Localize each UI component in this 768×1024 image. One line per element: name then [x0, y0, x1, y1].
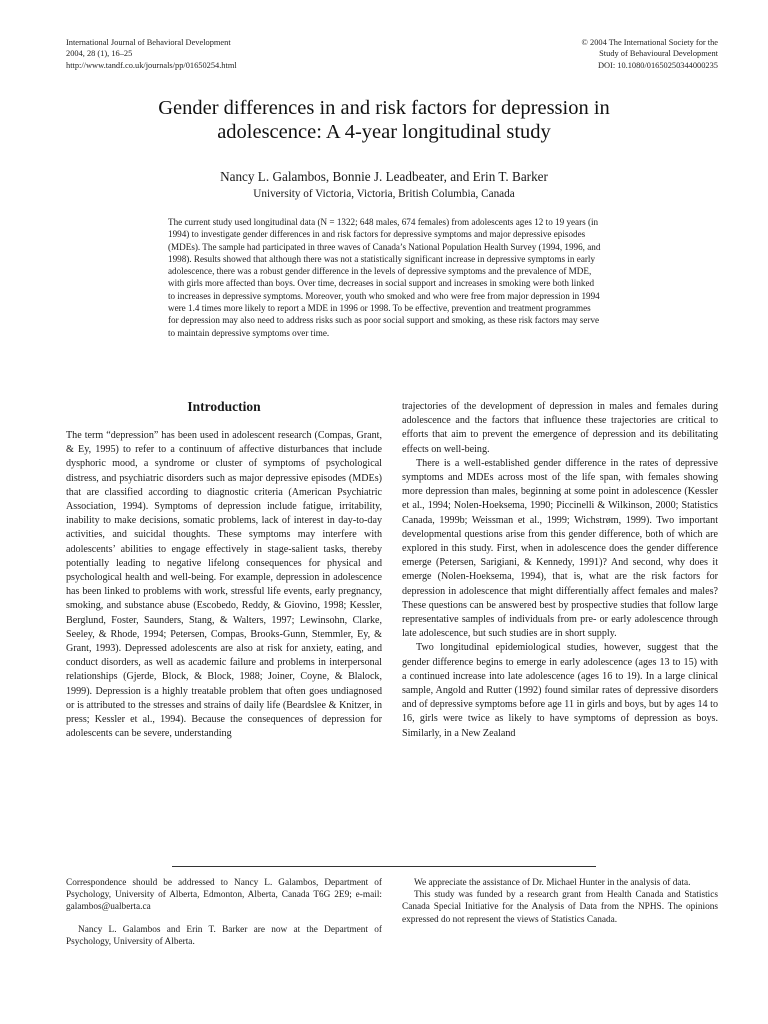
journal-name: International Journal of Behavioral Development — [66, 38, 231, 47]
author-affiliation: University of Victoria, Victoria, British Columbia, Canada — [253, 188, 515, 200]
article-title-line-1: Gender differences in and risk factors for depression in — [158, 97, 610, 119]
running-header-right — [582, 37, 718, 59]
author-list: Nancy L. Galambos, Bonnie J. Leadbeater, and Erin T. Barker — [220, 169, 548, 184]
body-paragraph: There is a well-established gender difference in the rates of depressive symptoms and MDEs across most of the life span, with females showing more depression than males, beginning at some point in adolescence (Kessler et al., 1994; Nolen-Hoeksema, 1990; Piccinelli & Wilkinson, 2000; Statistics Canada, 1999b; Weissman et al., 1999; Wichstrøm, 1999). Two important developmental questions arise from this gender difference, both of which are explored in this study. First, when in adolescence does the gender difference emerge (Petersen, Sarigiani, & Kennedy, 1991)? And second, why does it emerge (Nolen-Hoeksema, 1994), that is, what are the risk factors for depression in adolescence that might differentially affect females and males? These questions can be answered best by prospective studies that follow large representative samples of individuals from pre- or early adolescence through late adolescence, but such studies are in short supply. — [402, 457, 718, 640]
copyright-line-1: © 2004 The International Society for the — [581, 38, 718, 47]
section-heading-introduction: Introduction — [187, 399, 261, 414]
right-column — [402, 400, 718, 741]
footnotes-left — [66, 877, 382, 958]
body-paragraph: trajectories of the development of depression in males and females during adolescence and the factors that influence these trajectories are critical to efforts that aim to prevent the emergence of depression and its debilitating effects on well-being. — [402, 401, 718, 455]
running-header-left — [66, 37, 231, 59]
footnote-divider — [172, 866, 596, 867]
correspondence-note: Correspondence should be addressed to Nancy L. Galambos, Department of Psychology, University of Alberta, Edmonton, Alberta, Canada T6G 2E9; e-mail: galambos@ualberta.ca — [66, 878, 382, 913]
copyright-line-2: Study of Behavioural Development — [599, 49, 718, 58]
acknowledgement-note: We appreciate the assistance of Dr. Michael Hunter in the analysis of data. — [414, 878, 691, 888]
body-paragraph: The term “depression” has been used in adolescent research (Compas, Grant, & Ey, 1995) to refer to a continuum of affective disturbances that include dysphoric mood, a syndrome or cluster of symptoms of psychological distress, and psychiatric disorders such as major depressive episodes (MDEs) that are classified according to diagnostic criteria (American Psychiatric Association, 1994). Symptoms of depression include fatigue, irritability, inability to make decisions, somatic problems, lack of interest in day-to-day activities, and suicidal thoughts. These symptoms may interfere with adolescents’ abilities to engage effectively in stage-salient tasks, thereby potentially leading to negative lifelong consequences for physical and psychological health and well-being. For example, depression in adolescence has been linked to problems with work, stressful life events, early pregnancy, smoking, and substance abuse (Escobedo, Reddy, & Giovino, 1998; Kessler, Berglund, Foster, Saunders, Stang, & Walters, 1997; Lewinsohn, Clarke, Seeley, & Rhode, 1994; Petersen, Compas, Brooks-Gunn, Stemmler, Ey, & Grant, 1993). Depressed adolescents are also at risk for anxiety, eating, and conduct disorders, as well as academic failure and problems in interpersonal relationships (Gjerde, Block, & Block, 1988; Joiner, Coyne, & Blalock, 1999). Depression is a highly treatable problem that often goes undiagnosed or is attributed to the stresses and strains of daily life (Beardslee & Knitzer, in press; Kessler et al., 1994). Because the consequences of depression for adolescents can be severe, understanding — [66, 430, 382, 740]
left-column — [66, 398, 382, 741]
journal-url[interactable]: http://www.tandf.co.uk/journals/pp/01650254.html — [66, 61, 237, 70]
journal-volume: 2004, 28 (1), 16–25 — [66, 49, 133, 58]
author-note: Nancy L. Galambos and Erin T. Barker are now at the Department of Psychology, University of Alberta. — [66, 924, 382, 947]
doi: DOI: 10.1080/01650250344000235 — [597, 61, 718, 70]
abstract: The current study used longitudinal data (N = 1322; 648 males, 674 females) from adolescents ages 12 to 19 years (in 1994) to investigate gender differences in and risk factors for depressive symptoms and major depressive episodes (MDEs). The sample had participated in three waves of Canada’s National Population Health Survey (1994, 1996, and 1998). Results showed that although there was not a statistically significant increase in depressive symptoms in early adolescence, there was a robust gender difference in the levels of depressive symptoms and the prevalence of MDE, with girls more affected than boys. Over time, decreases in social support and increases in smoking were both linked to increases in depressive symptoms. Moreover, youth who smoked and who were free from major depression in 1994 were 1.4 times more likely to report a MDE in 1996 or 1998. To be effective, prevention and treatment programmes for depression may also need to address risks such as poor social support and smoking, as these risk factors may serve to maintain depressive symptoms over time. — [168, 217, 601, 338]
article-title-line-2: adolescence: A 4-year longitudinal study — [217, 121, 551, 143]
article-title — [60, 96, 708, 144]
footnotes-right — [402, 877, 718, 926]
funding-note: This study was funded by a research grant from Health Canada and Statistics Canada Special Initiative for the Analysis of Data from the NPHS. The opinions expressed do not represent the views of Statistics Canada. — [402, 890, 718, 925]
body-paragraph: Two longitudinal epidemiological studies, however, suggest that the gender difference begins to emerge in early adolescence (ages 13 to 15) with a continued increase into late adolescence (ages 16 to 19). In a large clinical sample, Angold and Rutter (1992) found similar rates of depressive disorders and of depressive symptoms before age 11 in girls and boys, but by ages 14 to 16, girls were twice as likely to have symptoms of depression as boys. Similarly, in a New Zealand — [402, 642, 718, 739]
